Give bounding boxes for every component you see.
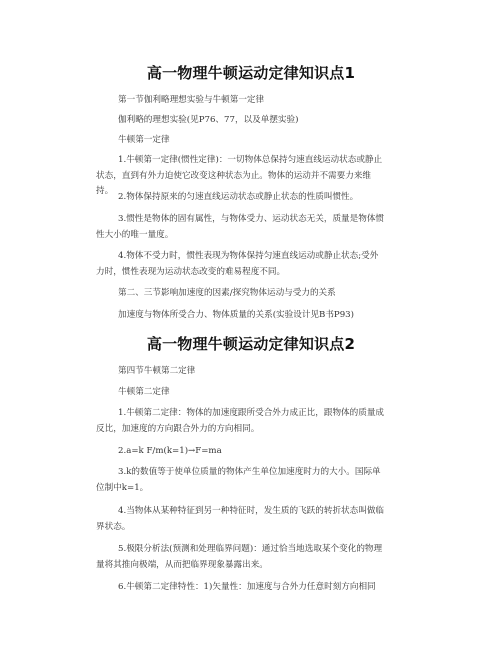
- paragraph: 2.a=k F/m(k=1)→F=ma: [118, 446, 222, 456]
- paragraph: 牛顿第二定律: [118, 387, 170, 397]
- paragraph: 牛顿第一定律: [118, 135, 170, 145]
- paragraph: 加速度与物体所受合力、物体质量的关系(实验设计见B书P93): [118, 310, 354, 320]
- paragraph: 伽利略的理想实验(见P76、77，以及单摆实验): [118, 115, 299, 125]
- section-2: [0, 333, 502, 354]
- paragraph: 3.k的数值等于使单位质量的物体产生单位加速度时力的大小。国际单位制中k=1。: [96, 467, 381, 493]
- paragraph: 第二、三节影响加速度的因素/探究物体运动与受力的关系: [118, 288, 336, 298]
- section-1: [0, 62, 502, 83]
- section-title: 高一物理牛顿运动定律知识点1: [146, 64, 356, 82]
- paragraph: 5.极限分析法(预测和处理临界问题)：通过恰当地选取某个变化的物理量将其推向极端，从而把临界现象暴露出来。: [96, 544, 383, 570]
- paragraph: 1.牛顿第一定律(惯性定律)：一切物体总保持匀速直线运动状态或静止状态，直到有外力迫使它改变这种状态为止。物体的运动并不需要力来维持。: [96, 155, 383, 196]
- paragraph: 第四节牛顿第二定律: [118, 366, 196, 376]
- paragraph: 2.物体保持原来的匀速直线运动状态或静止状态的性质叫惯性。: [118, 192, 359, 202]
- paragraph: 6.牛顿第二定律特性：1)矢量性：加速度与合外力任意时刻方向相同: [118, 582, 376, 592]
- section-title: 高一物理牛顿运动定律知识点2: [146, 335, 356, 353]
- paragraph: 第一节伽利略理想实验与牛顿第一定律: [118, 95, 265, 105]
- paragraph: 4.物体不受力时，惯性表现为物体保持匀速直线运动或静止状态;受外力时，惯性表现为运动状态改变的难易程度不同。: [96, 251, 379, 277]
- paragraph: 4.当物体从某种特征到另一种特征时，发生质的飞跃的转折状态叫做临界状态。: [96, 506, 385, 532]
- paragraph: 3.惯性是物体的固有属性，与物体受力、运动状态无关，质量是物体惯性大小的唯一量度。: [96, 214, 385, 240]
- paragraph: 1.牛顿第二定律：物体的加速度跟所受合外力成正比，跟物体的质量成反比，加速度的方向跟合外力的方向相同。: [96, 408, 385, 434]
